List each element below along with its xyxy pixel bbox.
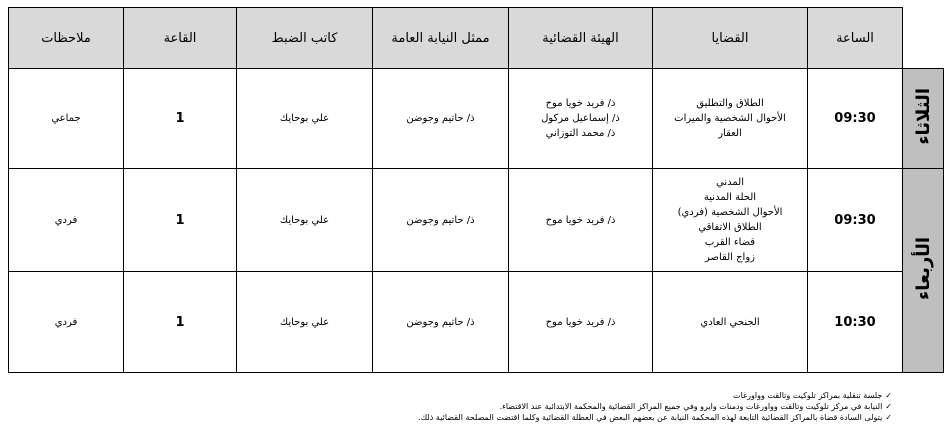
cell-clerk: علي بوحايك <box>237 69 373 169</box>
header-corner <box>903 8 944 69</box>
cell-notes: جماعي <box>9 69 124 169</box>
table-row <box>9 272 944 373</box>
footnote <box>332 412 892 423</box>
day-wednesday-label: الأربعاء <box>912 237 934 300</box>
header-prosecution: ممثل النيابة العامة <box>373 8 509 69</box>
day-tuesday-label: الثلاثاء <box>912 88 934 145</box>
checkmark-icon: ✓ <box>885 391 892 400</box>
cell-clerk: علي بوحايك <box>237 169 373 272</box>
table-row <box>9 169 944 272</box>
cell-prosecution: ذ/ حاتيم وجوضن <box>373 69 509 169</box>
schedule-table <box>8 7 944 373</box>
cell-notes: فردي <box>9 169 124 272</box>
footnote-text: جلسة تنقلية بمراكز تلوكيت وتالقت وواورغات <box>733 391 883 400</box>
cell-panel: ذ/ فريد خويا موح ذ/ إسماعيل مركول ذ/ محمد التوزاني <box>509 69 653 169</box>
cell-clerk: علي بوحايك <box>237 272 373 373</box>
header-time: الساعة <box>808 8 903 69</box>
header-room: القاعة <box>124 8 237 69</box>
cell-panel: ذ/ فريد خويا موح <box>509 169 653 272</box>
cell-room: 1 <box>124 169 237 272</box>
table-row <box>9 69 944 169</box>
header-panel: الهيئة القضائية <box>509 8 653 69</box>
header-notes: ملاحظات <box>9 8 124 69</box>
cell-time: 09:30 <box>808 69 903 169</box>
checkmark-icon: ✓ <box>885 413 892 422</box>
day-wednesday <box>903 169 944 373</box>
footnote <box>332 390 892 401</box>
cell-cases: الطلاق والتطليق الأحوال الشخصية والميرات العقار <box>653 69 808 169</box>
cell-room: 1 <box>124 69 237 169</box>
header-row <box>9 8 944 69</box>
cell-time: 10:30 <box>808 272 903 373</box>
footnote-text: النيابة في مركز تلوكيت وتالقت وواورغات ودمنات وايرو وفي جميع المراكز القضائية والمحكمة الابتدائية عند الاقتضاء. <box>499 402 883 411</box>
cell-panel: ذ/ فريد خويا موح <box>509 272 653 373</box>
footnotes <box>332 390 892 423</box>
footnote <box>332 401 892 412</box>
day-tuesday <box>903 69 944 169</box>
checkmark-icon: ✓ <box>885 402 892 411</box>
header-cases: القضايا <box>653 8 808 69</box>
cell-prosecution: ذ/ حاتيم وجوضن <box>373 169 509 272</box>
header-clerk: كاتب الضبط <box>237 8 373 69</box>
footnote-text: يتولى السادة قضاة بالمراكز القضائية التابعة لهذه المحكمة النيابة عن بعضهم البعض في العطلة القضائية وكلما اقتضت المصلحة القضائية ذلك. <box>418 413 883 422</box>
cell-cases: المدني الحلة المدنية الأحوال الشخصية (فردي) الطلاق الاتفاقي قضاء القرب زواج القاصر <box>653 169 808 272</box>
cell-cases: الجنحي العادي <box>653 272 808 373</box>
cell-notes: فردي <box>9 272 124 373</box>
cell-time: 09:30 <box>808 169 903 272</box>
cell-prosecution: ذ/ حاتيم وجوضن <box>373 272 509 373</box>
cell-room: 1 <box>124 272 237 373</box>
